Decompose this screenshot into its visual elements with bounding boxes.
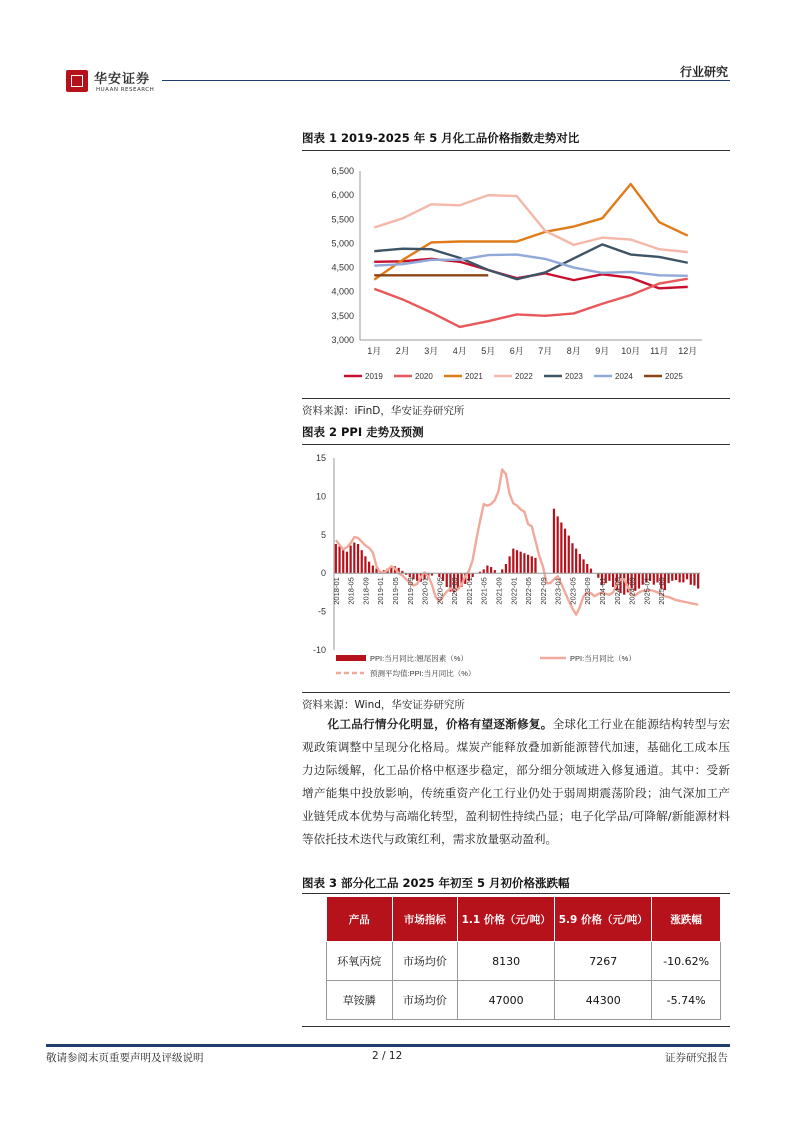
- chart1-legend-label: 2020: [415, 372, 433, 381]
- chart2-bar: [361, 550, 363, 573]
- chart2-bar: [653, 573, 655, 585]
- chart1-y-tick-label: 5,500: [331, 214, 354, 225]
- table-cell: 44300: [555, 981, 652, 1020]
- chart1-x-tick-label: 3月: [424, 346, 439, 356]
- chart2-bar: [501, 569, 503, 573]
- table-cell: 草铵膦: [327, 981, 393, 1020]
- chart1-x-tick-label: 5月: [481, 346, 496, 356]
- chart1-y-tick-label: 4,500: [331, 262, 354, 273]
- chart2-x-tick-label: 2018-09: [361, 577, 371, 605]
- chart2-y-tick-label: 0: [320, 568, 326, 579]
- report-category: 行业研究: [679, 65, 728, 79]
- table-header-cell: 产品: [327, 897, 393, 942]
- chart2-x-tick-label: 2024-01: [598, 577, 608, 605]
- table-cell: 7267: [555, 942, 652, 981]
- chart2-y-tick-label: 15: [315, 453, 326, 463]
- chart2-x-tick-label: 2021-01: [464, 577, 474, 605]
- chart2-bar: [564, 529, 566, 574]
- chart2-bar: [667, 573, 669, 583]
- chart2-bar: [527, 555, 529, 573]
- chart2-bar: [690, 573, 692, 585]
- chart2-bar: [483, 569, 485, 573]
- chart2-x-tick-label: 2025-05: [657, 577, 667, 605]
- header-divider: [162, 80, 730, 81]
- chart2-bar: [608, 573, 610, 581]
- chart1-legend-label: 2025: [665, 372, 683, 381]
- chart2-bar: [671, 573, 673, 581]
- chart1-price-index: [302, 156, 730, 388]
- chart1-series-2020: [374, 279, 688, 327]
- chart2-bar: [531, 556, 533, 573]
- chart1-y-tick-label: 6,500: [331, 166, 354, 176]
- chart1-x-tick-label: 2月: [395, 346, 410, 356]
- chart2-bar: [409, 573, 411, 577]
- table-header-cell: 市场指标: [392, 897, 458, 942]
- table-cell: 市场均价: [392, 981, 458, 1020]
- table-cell: 市场均价: [392, 942, 458, 981]
- chart1-legend-label: 2021: [465, 372, 483, 381]
- figure2-top-rule: [302, 444, 730, 445]
- figure2-bottom-rule: [302, 692, 730, 693]
- chart1-x-tick-label: 4月: [452, 346, 467, 356]
- footer-disclaimer: 敬请参阅末页重要声明及评级说明: [46, 1052, 204, 1064]
- table-row: [327, 981, 721, 1020]
- chart1-legend-label: 2024: [615, 372, 633, 381]
- table3-top-rule: [302, 893, 730, 894]
- chart2-bar: [597, 573, 599, 578]
- chart2-bar: [693, 573, 695, 585]
- chart2-bar: [686, 573, 688, 579]
- chart2-bar: [586, 564, 588, 573]
- chart2-bar: [372, 566, 374, 574]
- table-header-cell: 5.9 价格（元/吨）: [555, 897, 652, 942]
- chart2-x-tick-label: 2023-05: [568, 577, 578, 605]
- chart2-y-tick-label: -10: [312, 645, 326, 655]
- chart2-bar: [353, 542, 355, 573]
- table-header-cell: 涨跌幅: [652, 897, 721, 942]
- chart1-y-tick-label: 6,000: [331, 190, 354, 201]
- table3-bottom-rule: [302, 1026, 730, 1027]
- chart1-y-tick-label: 5,000: [331, 238, 354, 249]
- paragraph-body: 全球化工行业在能源结构转型与宏观政策调整中呈现分化格局。煤炭产能释放叠加新能源替代加速，基础化工成本压力边际缓解，化工品价格中枢逐步稳定，部分细分领域进入修复通道。其中：受新增产能集中投放影响，传统重资产化工行业仍处于弱周期震荡阶段；油气深加工产业链凭成本优势与高端化转型，盈利韧性持续凸显；电子化学品/可降解/新能源材料等依托技术迭代与政策红利，需求放量驱动盈利。: [302, 717, 730, 846]
- logo-subtext: HUAAN RESEARCH: [96, 87, 155, 93]
- figure1-title: 图表 1 2019-2025 年 5 月化工品价格指数走势对比: [302, 131, 580, 145]
- chart2-bar: [416, 573, 418, 581]
- chart1-y-tick-label: 3,000: [331, 335, 354, 345]
- chart2-x-tick-label: 2019-09: [405, 577, 415, 605]
- logo-icon: [66, 70, 88, 92]
- chart2-x-tick-label: 2025-01: [642, 577, 652, 605]
- chart1-series-2024: [374, 255, 688, 276]
- chart2-bar: [342, 549, 344, 574]
- chart2-bar: [472, 573, 474, 577]
- chart2-bar: [364, 556, 366, 573]
- chart2-bar: [346, 552, 348, 574]
- chart2-bar: [682, 573, 684, 582]
- chart2-bar: [368, 562, 370, 574]
- chart1-legend-label: 2019: [365, 372, 383, 381]
- table-header-cell: 1.1 价格（元/吨）: [458, 897, 555, 942]
- chart2-bar: [516, 550, 518, 573]
- chart2-legend-swatch: [336, 655, 366, 661]
- chart2-x-tick-label: 2022-01: [509, 577, 519, 605]
- figure1-top-rule: [302, 150, 730, 151]
- chart2-bar: [582, 559, 584, 573]
- chart1-x-tick-label: 7月: [538, 346, 553, 356]
- chart2-bar: [357, 544, 359, 573]
- footer-report-type: 证券研究报告: [665, 1052, 728, 1064]
- chart1-x-tick-label: 12月: [678, 346, 698, 356]
- table-header-row: [327, 897, 721, 942]
- chart2-bar: [512, 549, 514, 574]
- figure1-source: 资料来源：iFinD，华安证券研究所: [302, 405, 465, 417]
- table-cell: -10.62%: [652, 942, 721, 981]
- chart1-series-2022: [374, 195, 688, 252]
- chart2-bar: [575, 549, 577, 574]
- chart2-x-tick-label: 2023-09: [583, 577, 593, 605]
- table-cell: 47000: [458, 981, 555, 1020]
- chart2-bar: [571, 543, 573, 573]
- chart2-bar: [579, 554, 581, 573]
- table-row: [327, 942, 721, 981]
- chart1-x-tick-label: 8月: [566, 346, 581, 356]
- chart2-bar: [338, 546, 340, 573]
- figure2-source: 资料来源：Wind，华安证券研究所: [302, 699, 465, 711]
- chart2-bar: [486, 566, 488, 574]
- chart2-bar: [679, 573, 681, 582]
- chart2-bar: [505, 564, 507, 573]
- chart2-x-tick-label: 2018-05: [346, 577, 356, 605]
- chart2-legend-label: PPI:当月同比（%）: [570, 654, 636, 663]
- chart2-bar: [638, 573, 640, 588]
- chart2-x-tick-label: 2020-05: [435, 577, 445, 605]
- chart2-legend-label: PPI:当月同比:翘尾因素（%）: [370, 654, 468, 663]
- table-cell: -5.74%: [652, 981, 721, 1020]
- price-change-table: [326, 896, 721, 1020]
- chart2-y-tick-label: 5: [320, 529, 326, 540]
- figure1-bottom-rule: [302, 398, 730, 399]
- chart2-bar: [623, 573, 625, 595]
- chart2-legend-label: 预测平均值:PPI:当月同比（%）: [370, 669, 476, 678]
- chart2-x-tick-label: 2023-01: [553, 577, 563, 605]
- chart2-y-tick-label: 10: [315, 491, 326, 502]
- table-cell: 环氧丙烷: [327, 942, 393, 981]
- analysis-paragraph: [302, 713, 730, 851]
- chart2-x-tick-label: 2022-05: [524, 577, 534, 605]
- chart2-bar: [335, 544, 337, 573]
- table3-title: 图表 3 部分化工品 2025 年初至 5 月初价格涨跌幅: [302, 876, 570, 890]
- chart2-bar: [590, 569, 592, 574]
- chart2-ppi: [302, 448, 730, 684]
- page-number: 2 / 12: [372, 1050, 403, 1062]
- chart1-legend-label: 2023: [565, 372, 583, 381]
- chart2-bar: [557, 516, 559, 573]
- chart2-x-tick-label: 2021-05: [479, 577, 489, 605]
- chart2-bar: [560, 523, 562, 574]
- chart2-bar: [675, 573, 677, 580]
- chart2-x-tick-label: 2021-09: [494, 577, 504, 605]
- chart2-x-tick-label: 2022-09: [538, 577, 548, 605]
- chart2-bar: [446, 573, 448, 587]
- chart1-x-tick-label: 10月: [621, 346, 641, 356]
- chart2-x-tick-label: 2020-09: [450, 577, 460, 605]
- chart2-y-tick-label: -5: [317, 606, 326, 617]
- chart1-y-tick-label: 4,000: [331, 286, 354, 297]
- chart2-x-tick-label: 2024-05: [612, 577, 622, 605]
- chart2-bar: [508, 556, 510, 573]
- table-cell: 8130: [458, 942, 555, 981]
- footer-divider: [46, 1044, 730, 1047]
- chart2-bar: [438, 573, 440, 577]
- logo-text: 华安证券: [94, 72, 151, 87]
- chart1-x-tick-label: 1月: [367, 346, 382, 356]
- chart2-x-tick-label: 2019-05: [391, 577, 400, 605]
- chart2-bar: [350, 546, 352, 574]
- chart2-bar: [534, 558, 536, 573]
- chart2-x-tick-label: 2020-01: [420, 577, 430, 605]
- chart2-x-tick-label: 2024-09: [627, 577, 637, 605]
- figure2-title: 图表 2 PPI 走势及预测: [302, 425, 424, 439]
- chart2-bar: [520, 552, 522, 574]
- chart2-x-tick-label: 2018-01: [331, 577, 341, 605]
- chart1-legend-label: 2022: [515, 372, 533, 381]
- chart1-x-tick-label: 9月: [595, 346, 610, 356]
- chart2-bar: [523, 553, 525, 573]
- chart2-bar: [697, 573, 699, 588]
- chart2-x-tick-label: 2019-01: [376, 577, 386, 605]
- paragraph-lead: 化工品行情分化明显，价格有望逐渐修复。: [327, 717, 553, 731]
- chart1-x-tick-label: 6月: [509, 346, 524, 356]
- chart1-series-2021: [374, 184, 688, 280]
- chart2-bar: [553, 509, 555, 574]
- chart2-bar: [490, 567, 492, 573]
- chart1-y-tick-label: 3,500: [331, 310, 354, 321]
- chart1-x-tick-label: 11月: [650, 346, 669, 356]
- chart2-bar: [568, 536, 570, 574]
